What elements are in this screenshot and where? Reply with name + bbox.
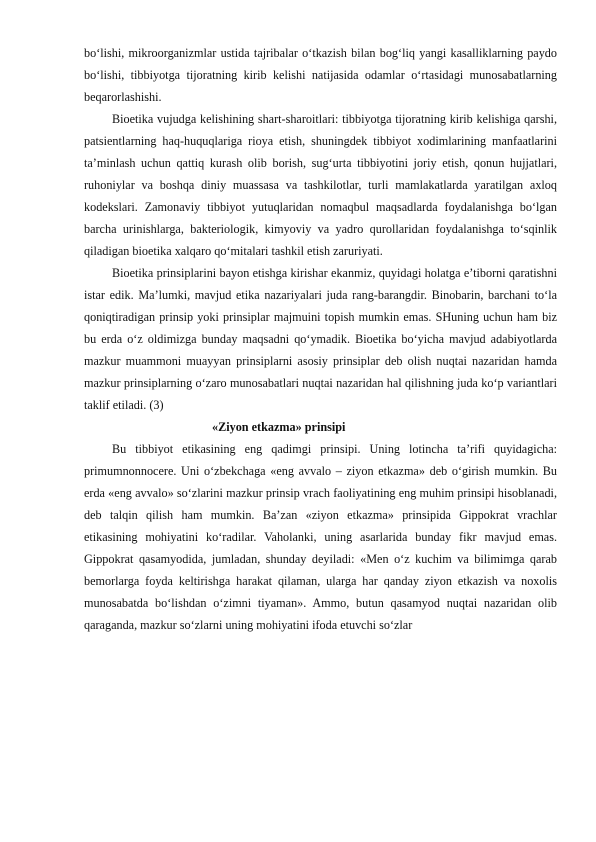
section-heading: «Ziyon etkazma» prinsipi xyxy=(212,420,346,434)
paragraph-bioethics-principles: Bioetika prinsiplarini bayon etishga kirishar ekanmiz, quyidagi holatga e’tiborni qaratishni istar edik. Ma’lumki, mavjud etika nazariyalari juda rang-barangdir. Binobarin, barchani to‘la qoniqtiradigan prinsip yoki prinsiplar majmuini topish mumkin emas. SHuning uchun ham biz bu erda o‘z oldimizga bunday maqsadni qo‘ymadik. Bioetika bo‘yicha mavjud adabiyotlarda mazkur muammoni muayyan prinsiplarni asosiy prinsiplar deb olish nuqtai nazaridan hamda mazkur prinsiplarning o‘zaro munosabatlari nuqtai nazaridan hal qilishning juda ko‘p variantlari taklif etiladi. (3) xyxy=(84,266,557,412)
paragraph-do-no-harm: Bu tibbiyot etikasining eng qadimgi prinsipi. Uning lotincha ta’rifi quyidagicha: primumnonnocere. Uni o‘zbekchaga «eng avvalo – ziyon etkazma» deb o‘girish mumkin. Bu erda «eng avvalo» so‘zlarini mazkur prinsip vrach faoliyatining eng muhim prinsipi hisoblanadi, deb talqin qilish ham mumkin. Ba’zan «ziyon etkazma» prinsipida Gippokrat vrachlar etikasining mohiyatini ko‘radilar. Vaholanki, uning asarlarida bunday fikr mavjud emas. Gippokrat qasamyodida, jumladan, shunday deyiladi: «Men o‘z kuchim va bilimimga qarab bemorlarga foyda keltirishga harakat qilaman, ularga har qanday ziyon etkazish va noxolis munosabatda bo‘lishdan o‘zimni tiyaman». Ammo, butun qasamyod nuqtai nazaridan olib qaraganda, mazkur so‘zlarni uning mohiyatini ifoda etuvchi so‘zlar xyxy=(84,442,557,632)
document-page xyxy=(84,42,557,636)
paragraph-continuation: bo‘lishi, mikroorganizmlar ustida tajribalar o‘tkazish bilan bog‘liq yangi kasalliklarning paydo bo‘lishi, tibbiyotga tijoratning kirib kelishi natijasida odamlar o‘rtasidagi munosabatlarning beqarorlashishi. xyxy=(84,46,557,104)
paragraph-bioethics-conditions: Bioetika vujudga kelishining shart-sharoitlari: tibbiyotga tijoratning kirib kelishiga qarshi, patsientlarning haq-huquqlariga rioya etish, shuningdek tibbiyot xodimlarining manfaatlarini ta’minlash uchun qattiq kurash olib borish, sug‘urta tibbiyotini joriy etish, qonun hujjatlari, ruhoniylar va boshqa diniy muassasa va tashkilotlar, turli mamlakatlarda yaratilgan axloq kodekslari. Zamonaviy tibbiyot yutuqlaridan nomaqbul maqsadlarda foydalanishga bo‘lgan barcha urinishlarga, bakteriologik, kimyoviy va yadro qurollaridan foydalanishga to‘sqinlik qiladigan bioetika xalqaro qo‘mitalari tashkil etish zaruriyati. xyxy=(84,112,557,258)
